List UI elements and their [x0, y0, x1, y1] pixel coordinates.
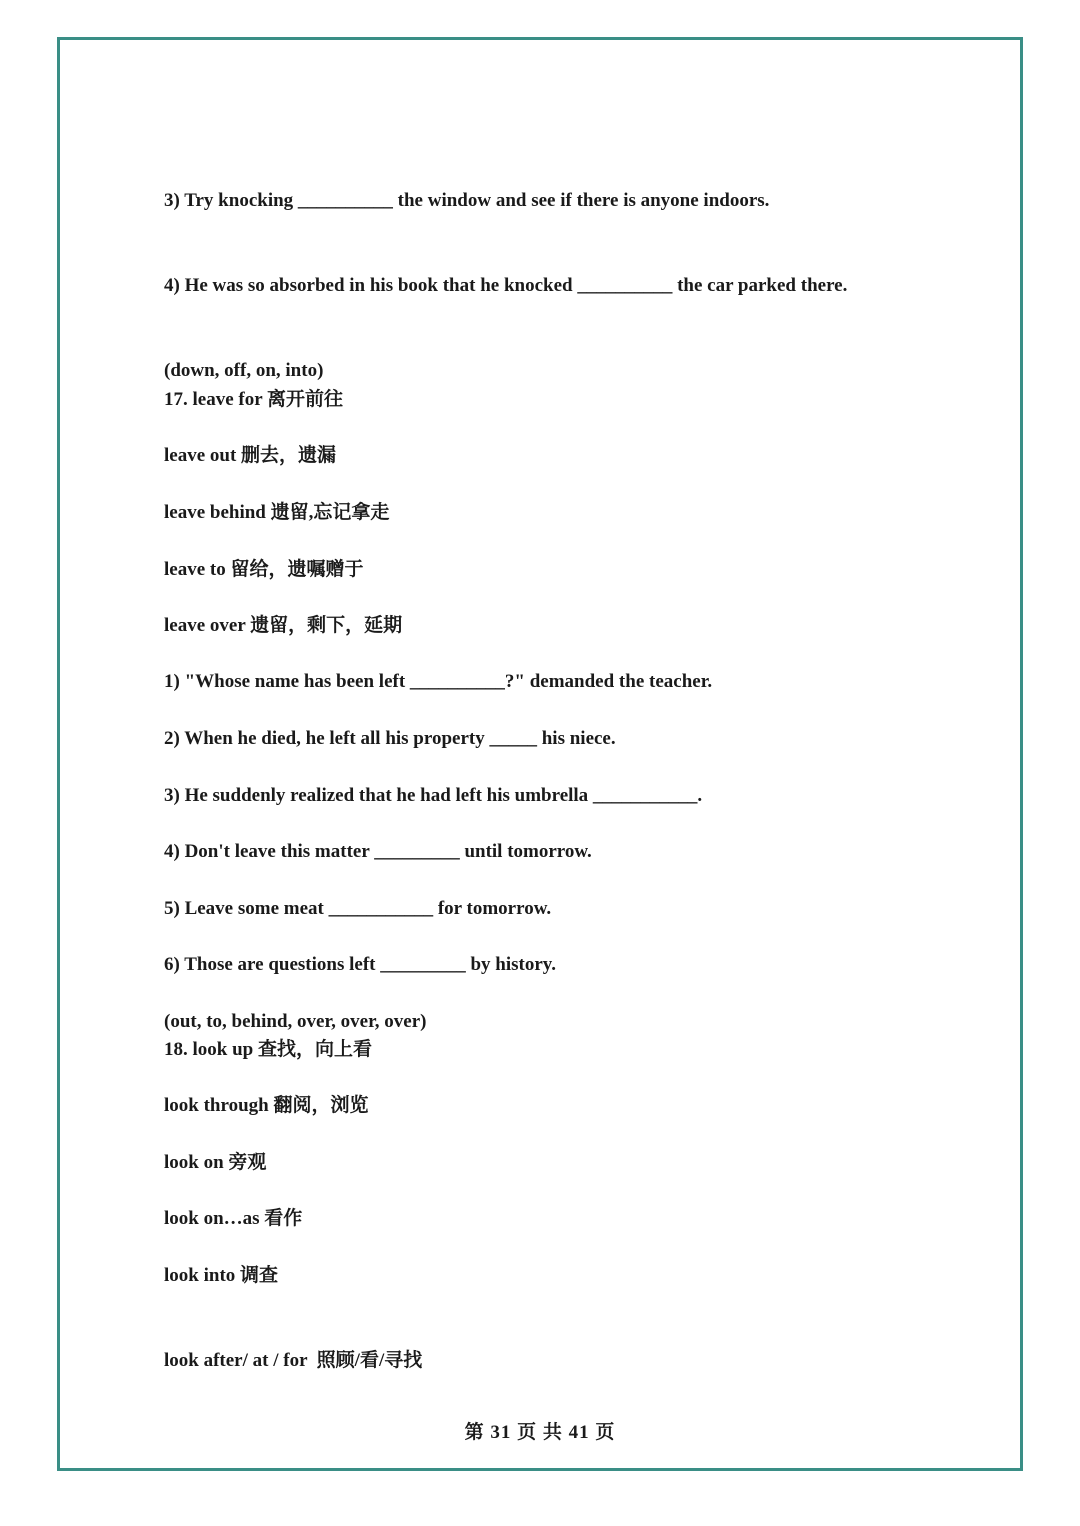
exercise-line: 3) Try knocking __________ the window and see if there is anyone indoors.	[164, 190, 770, 211]
exercise-line: 4) He was so absorbed in his book that he knocked __________ the car parked there.	[164, 275, 848, 296]
exercise-line: 5) Leave some meat ___________ for tomorrow.	[164, 898, 552, 919]
page-number-footer: 第 31 页 共 41 页	[464, 1422, 616, 1443]
answer-key: (down, off, on, into)	[164, 360, 324, 381]
phrase-heading: 17. leave for 离开前往	[164, 389, 344, 410]
phrase-line: look on…as 看作	[164, 1208, 303, 1229]
exercise-line: 1) "Whose name has been left __________?" demanded the teacher.	[164, 671, 713, 692]
phrase-line: look through 翻阅，浏览	[164, 1095, 369, 1116]
exercise-line: 4) Don't leave this matter _________ until tomorrow.	[164, 841, 592, 862]
phrase-line: leave out 删去，遗漏	[164, 445, 337, 466]
answer-key: (out, to, behind, over, over, over)	[164, 1011, 427, 1032]
page-border	[57, 37, 1023, 1471]
exercise-line: 6) Those are questions left _________ by history.	[164, 954, 556, 975]
phrase-line: leave over 遗留，剩下，延期	[164, 615, 403, 636]
phrase-line: leave to 留给，遗嘱赠于	[164, 559, 364, 580]
phrase-heading: 18. look up 查找，向上看	[164, 1039, 372, 1060]
phrase-line: look on 旁观	[164, 1152, 267, 1173]
exercise-line: 3) He suddenly realized that he had left his umbrella ___________.	[164, 785, 703, 806]
exercise-line: 2) When he died, he left all his property _____ his niece.	[164, 728, 616, 749]
phrase-line: look after/ at / for 照顾/看/寻找	[164, 1350, 423, 1371]
phrase-line: leave behind 遗留,忘记拿走	[164, 502, 390, 523]
phrase-line: look into 调查	[164, 1265, 279, 1286]
